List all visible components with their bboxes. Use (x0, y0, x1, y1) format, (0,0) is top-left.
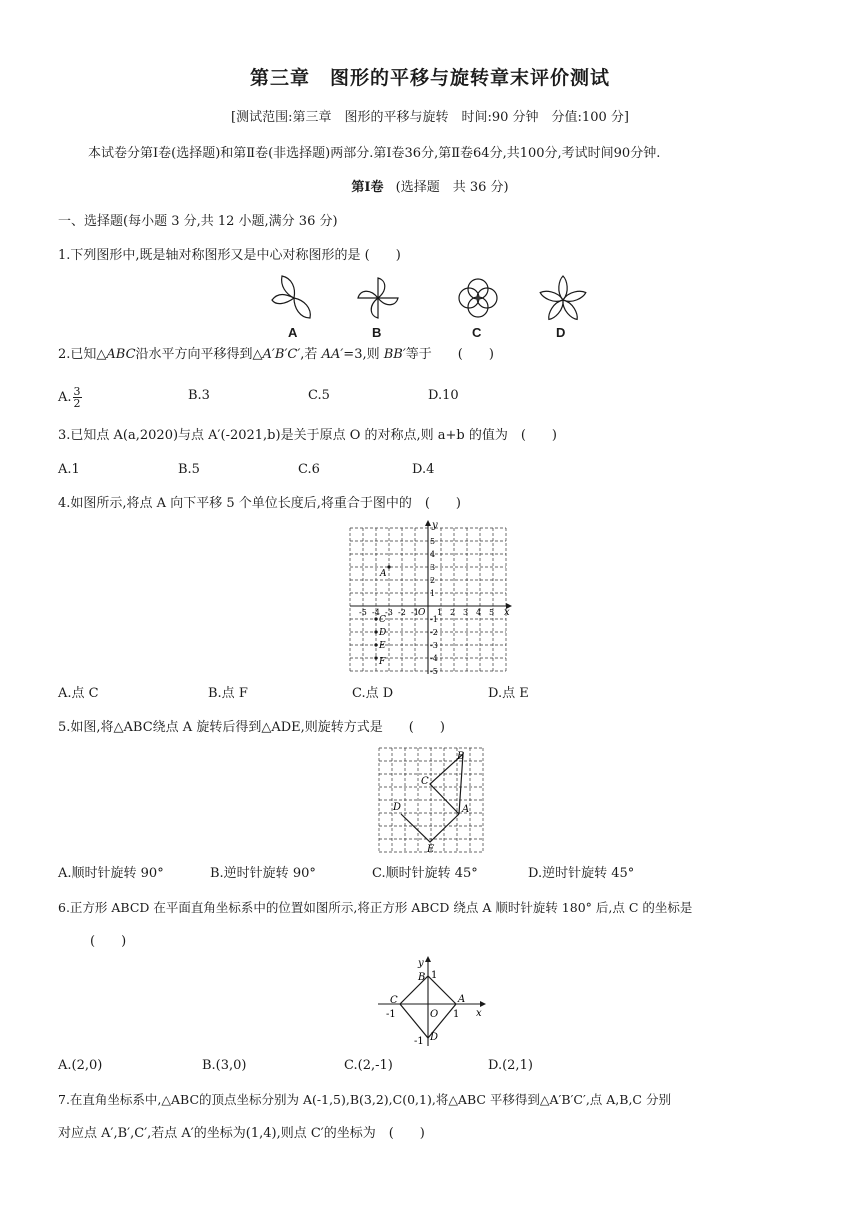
q3-option-b: B.5 (178, 462, 200, 477)
q6-y-label: y (418, 958, 424, 969)
q2-stem-math: BB′ (383, 347, 406, 362)
q5-label-c: C (421, 776, 429, 787)
q4-point-a (387, 565, 390, 568)
q1-figures (260, 272, 600, 342)
q6-option-b: B.(3,0) (202, 1058, 247, 1073)
q5-label-b: B (457, 751, 465, 762)
q4-y-tick: 3 (430, 563, 436, 572)
q4-option-b: B.点 F (208, 686, 248, 701)
q3-option-d: D.4 (412, 462, 435, 477)
section1-heading: 一、选择题(每小题 3 分,共 12 小题,满分 36 分) (58, 214, 338, 229)
q5-option-a: A.顺时针旋转 90° (58, 866, 164, 881)
q5-label-a: A (462, 804, 470, 815)
q3-stem: 3.已知点 A(a,2020)与点 A′(-2021,b)是关于原点 O 的对称点,则 a+b 的值为 ( ) (58, 428, 558, 443)
q4-stem: 4.如图所示,将点 A 向下平移 5 个单位长度后,将重合于图中的 ( ) (58, 496, 462, 511)
q6-label-a: A (458, 994, 466, 1005)
q4-x-tick: 4 (476, 608, 482, 617)
q5-label-d: D (393, 802, 402, 813)
q2-stem-math: AA′ (321, 347, 344, 362)
q5-option-c: C.顺时针旋转 45° (372, 866, 478, 881)
q1-stem: 1.下列图形中,既是轴对称图形又是中心对称图形的是 ( ) (58, 248, 401, 263)
q2-option-d: D.10 (428, 388, 459, 403)
q6-label-b: B (418, 972, 426, 983)
fraction-denominator: 2 (73, 397, 81, 410)
q3-option-a: A.1 (58, 462, 80, 477)
q4-point-a-label: A (380, 569, 387, 579)
figure-d-flower-icon (539, 276, 587, 322)
figure-b-pinwheel-icon (358, 278, 398, 318)
q5-triangle-abc (430, 754, 463, 814)
q5-label-e: E (427, 844, 435, 854)
q3-option-c: C.6 (298, 462, 320, 477)
q4-x-tick: 3 (463, 608, 469, 617)
q4-x-tick: 5 (489, 608, 495, 617)
q4-x-tick: 2 (450, 608, 456, 617)
q6-x-arrow-icon (480, 1001, 486, 1007)
part1-label: 第Ⅰ卷 (351, 180, 384, 195)
q4-point-d-label: D (379, 628, 387, 638)
q2-stem-math: A′B′C′ (262, 347, 301, 362)
q2-option-c: C.5 (308, 388, 330, 403)
q1-label-b: B (372, 325, 382, 340)
q6-label-d: D (430, 1032, 439, 1043)
q4-x-tick: -4 (372, 608, 380, 617)
q4-x-tick: -2 (398, 608, 406, 617)
q1-label-a: A (288, 325, 298, 340)
q4-point-f-label: F (379, 657, 386, 667)
q2-stem (58, 345, 494, 365)
q2-option-b: B.3 (188, 388, 210, 403)
q4-option-a: A.点 C (58, 686, 99, 701)
q2-option-a (58, 386, 82, 409)
q4-y-tick: -1 (430, 615, 438, 624)
q4-x-tick: -5 (359, 608, 367, 617)
q4-point-d (374, 630, 377, 633)
q6-stem-line2: ( ) (90, 934, 127, 949)
q4-y-tick: 4 (430, 550, 436, 559)
q2-stem-math: ABC (106, 347, 136, 362)
q6-x-label: x (476, 1008, 482, 1019)
q7-stem-line2: 对应点 A′,B′,C′,若点 A′的坐标为(1,4),则点 C′的坐标为 ( ) (58, 1126, 425, 1141)
q7-stem-line1: 7.在直角坐标系中,△ABC的顶点坐标分别为 A(-1,5),B(3,2),C(0,1),将△ABC 平移得到△A′B′C′,点 A,B,C 分别 (58, 1092, 671, 1107)
q4-point-e (374, 643, 377, 646)
figure-c-circles-icon (459, 279, 497, 317)
option-prefix: A. (58, 390, 72, 405)
q2-stem-part: 2.已知△ (58, 347, 107, 362)
q6-origin-label: O (430, 1009, 439, 1020)
q4-y-arrow-icon (425, 520, 431, 526)
q5-option-b: B.逆时针旋转 90° (210, 866, 316, 881)
q6-tick-yneg1: -1 (414, 1036, 424, 1047)
fraction-numerator: 3 (73, 385, 81, 398)
q6-option-a: A.(2,0) (58, 1058, 103, 1073)
q4-y-tick: -4 (430, 654, 438, 663)
q6-label-c: C (390, 995, 398, 1006)
q6-option-c: C.(2,-1) (344, 1058, 393, 1073)
q6-option-d: D.(2,1) (488, 1058, 533, 1073)
q4-option-d: D.点 E (488, 686, 529, 701)
part1-desc: (选择题 共 36 分) (395, 180, 509, 195)
q4-grid-figure (346, 518, 516, 678)
q4-point-f (374, 656, 377, 659)
fraction (73, 386, 82, 409)
q5-option-d: D.逆时针旋转 45° (528, 866, 635, 881)
q6-tick-x1: 1 (453, 1009, 460, 1020)
q4-y-label: y (432, 520, 438, 531)
q4-y-tick: 5 (430, 537, 436, 546)
part1-heading (0, 178, 860, 198)
q2-stem-part: ,若 (300, 347, 322, 362)
q4-y-tick: -3 (430, 641, 438, 650)
q1-label-d: D (556, 325, 566, 340)
q4-point-c (374, 617, 377, 620)
q4-option-c: C.点 D (352, 686, 394, 701)
q6-tick-y1: 1 (431, 970, 438, 981)
q4-y-tick: -2 (430, 628, 438, 637)
q5-stem: 5.如图,将△ABC绕点 A 旋转后得到△ADE,则旋转方式是 ( ) (58, 720, 445, 735)
q6-figure (376, 954, 488, 1048)
page-title: 第三章 图形的平移与旋转章末评价测试 (249, 67, 610, 89)
q6-stem-line1: 6.正方形 ABCD 在平面直角坐标系中的位置如图所示,将正方形 ABCD 绕点 A 顺时针旋转 180° 后,点 C 的坐标是 (58, 900, 693, 915)
q4-point-e-label: E (379, 641, 386, 651)
q4-y-tick: 2 (430, 576, 436, 585)
q5-grid-figure (377, 746, 485, 854)
q2-stem-part: 沿水平方向平移得到△ (135, 347, 263, 362)
scope-line: [测试范围:第三章 图形的平移与旋转 时间:90 分钟 分值:100 分] (231, 110, 629, 125)
q4-x-label: x (504, 607, 510, 618)
q6-tick-xneg1: -1 (386, 1009, 396, 1020)
q1-label-c: C (472, 325, 482, 340)
q2-stem-part: =3,则 (343, 347, 384, 362)
q4-x-tick: -3 (385, 608, 393, 617)
intro-text: 本试卷分第Ⅰ卷(选择题)和第Ⅱ卷(非选择题)两部分.第Ⅰ卷36分,第Ⅱ卷64分,共100分,考试时间90分钟. (88, 146, 661, 161)
q4-x-tick: -1 (411, 608, 419, 617)
figure-a-pinwheel-icon (272, 276, 310, 318)
q5-grid (379, 748, 483, 852)
q4-y-tick: 1 (430, 589, 436, 598)
q4-point-c-label: C (379, 615, 386, 625)
q4-origin-label: O (418, 608, 426, 618)
q4-x-tick: 1 (437, 608, 443, 617)
q2-stem-part: 等于 ( ) (405, 347, 494, 362)
q4-y-tick: -5 (430, 667, 438, 676)
q6-y-arrow-icon (425, 956, 431, 962)
q5-triangle-ade (401, 814, 459, 842)
